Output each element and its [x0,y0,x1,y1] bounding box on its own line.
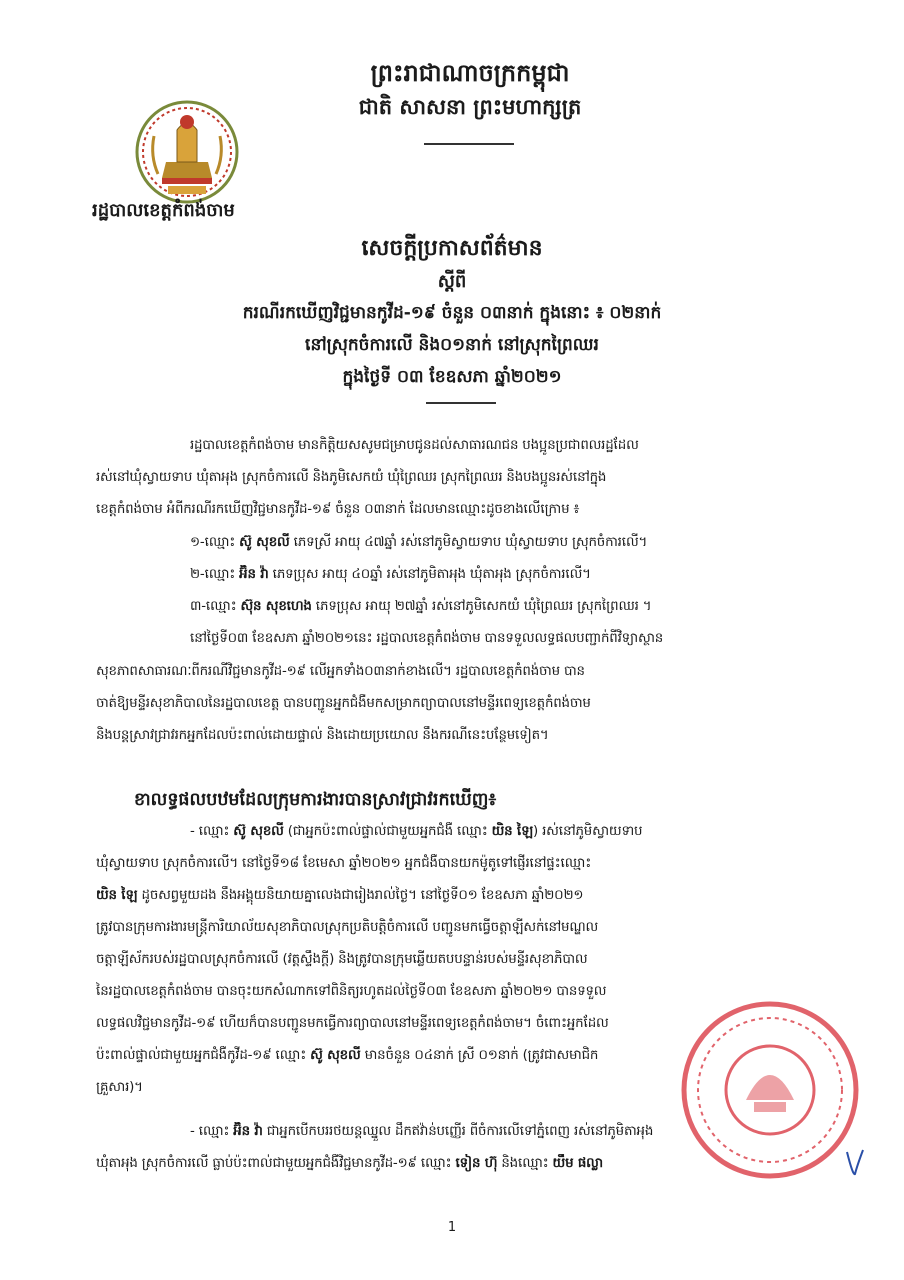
title-about: ស្តីពី [437,271,467,292]
case-name: យិន ឡៃ [491,824,534,839]
case-name: ស៊ូ សុខលី [310,1048,361,1063]
paragraph-line: សុខភាពសាធារណៈពីករណីវិជ្ជមានកូវីដ-១៩ លើអ្នកទាំង០៣នាក់ខាងលើ។ រដ្ឋបាលខេត្តកំពង់ចាម បាន [96,664,585,679]
title-subject-line-3: ក្នុងថ្ងៃទី ០៣ ខែឧសភា ឆ្នាំ២០២១ [342,367,562,387]
case-name: យឹម ផល្លា [552,1156,603,1171]
national-motto: ជាតិ សាសនា ព្រះមហាក្សត្រ [358,95,582,119]
title-subject-line-1: ករណីរកឃើញវិជ្ជមានកូវីដ-១៩ ចំនួន ០៣នាក់ ក្នុងនោះ ៖ ០២នាក់ [242,303,662,323]
person-entry [190,565,856,585]
case-name: យិន ឡៃ [96,888,138,903]
person-name: អ៊ិន វ៉ា [239,567,269,582]
case-line [96,886,856,906]
person-prefix: ១-ឈ្មោះ [190,535,240,550]
person-detail: ភេទស្រី អាយុ ៤៧ឆ្នាំ រស់នៅភូមិស្វាយទាប ឃុំស្វាយទាប ស្រុកចំការលើ។ [289,535,648,550]
case-text: មានចំនួន ០៤នាក់ ស្រី ០១នាក់ (ត្រូវជាសមាជិក [360,1048,599,1063]
case-text: ដូចសព្វមួយដង នឹងអង្គុយនិយាយគ្នាលេងជារៀងរាល់ថ្ងៃ។ នៅថ្ងៃទី០១ ខែឧសភា ឆ្នាំ២០២១ [137,888,584,903]
paragraph-line: ចាត់ឱ្យមន្ទីរសុខាភិបាលនៃរដ្ឋបាលខេត្ត បានបញ្ជូនអ្នកជំងឺមកសម្រាកព្យាបាលនៅមន្ទីរពេទ្យខេត្តកំពង់ចាម [96,696,591,711]
person-detail: ភេទប្រុស អាយុ ២៧ឆ្នាំ រស់នៅភូមិសេកយំ ឃុំព្រៃឈរ ស្រុកព្រៃឈរ ។ [311,599,652,614]
case-line: ចត្តាឡីស័ករបស់រដ្ឋបាលស្រុកចំការលើ (វត្តស្ទឹងក្តី) និងត្រូវបានក្រុមឆ្លើយតបបន្ទាន់របស់មន្ទីរសុខាភិបាល [96,952,588,967]
person-entry [190,597,856,617]
case-text: - ឈ្មោះ [190,824,234,839]
section-heading: ខាលទ្ធផលបឋមដែលក្រុមការងារបានស្រាវជ្រាវរកឃើញ៖ [134,790,497,810]
case-line [190,822,856,842]
intro-line: រស់នៅឃុំស្វាយទាប ឃុំតាអុង ស្រុកចំការលើ និងភូមិសេកយំ ឃុំព្រៃឈរ ស្រុកព្រៃឈរ និងបងប្អូនរស់នៅក្នុង [96,470,607,485]
case-line: ត្រូវបានក្រុមការងារមន្ត្រីការិយាល័យសុខាភិបាលស្រុកប្រតិបត្តិចំការលើ បញ្ជូនមកធ្វើចត្តាឡីសក់នៅមណ្ឌល [96,920,599,935]
case-line: ឃុំស្វាយទាប ស្រុកចំការលើ។ នៅថ្ងៃទី១៨ ខែមេសា ឆ្នាំ២០២១ អ្នកជំងឺបានយកម៉ូតូទៅផ្ញើរនៅផ្ទះឈ្មោះ [96,856,592,871]
case-line: លទ្ធផលវិជ្ជមានកូវីដ-១៩ ហើយក៏បានបញ្ជូនមកធ្វើការព្យាបាលនៅមន្ទីរពេទ្យខេត្តកំពង់ចាម។ ចំពោះអ្នកដែល [96,1016,609,1031]
case-name: អ៊ិន វ៉ា [233,1124,263,1139]
case-text: និងឈ្មោះ [497,1156,553,1171]
case-text: (ជាអ្នកប៉ះពាល់ផ្ទាល់ជាមួយអ្នកជំងឺ ឈ្មោះ [283,824,492,839]
ornament-divider [424,143,514,145]
person-prefix: ២-ឈ្មោះ [190,567,240,582]
case-text: ប៉ះពាល់ផ្ទាល់ជាមួយអ្នកជំងឺកូវីដ-១៩ ឈ្មោះ [96,1048,311,1063]
signature-mark-icon [843,1146,867,1180]
person-detail: ភេទប្រុស អាយុ ៤០ឆ្នាំ រស់នៅភូមិតាអុង ឃុំតាអុង ស្រុកចំការលើ។ [268,567,591,582]
case-line: គ្រួសារ)។ [96,1080,143,1095]
case-text: ជាអ្នកបើកបររថយន្តឈ្នួល ដឹកឥវ៉ាន់បញ្ញើរ ពីចំការលើទៅភ្នំពេញ រស់នៅភូមិតាអុង [262,1124,654,1139]
intro-line: ខេត្តកំពង់ចាម អំពីករណីរកឃើញវិជ្ជមានកូវីដ-១៩ ចំនួន ០៣នាក់ ដែលមានឈ្មោះដូចខាងលើក្រោម ៖ [96,502,580,517]
case-name: ស៊ូ សុខលី [233,824,284,839]
kingdom-title: ព្រះរាជាណាចក្រកម្ពុជា [370,59,570,87]
person-name: ស៊ូ សុខលី [239,535,290,550]
person-entry [190,533,856,553]
title-subject-line-2: នៅស្រុកចំការលើ និង០១នាក់ នៅស្រុកព្រៃឈរ [305,335,599,355]
ornament-divider [426,402,496,404]
person-name: ស៊ុន សុខហេង [240,599,312,614]
provincial-emblem-icon [132,96,242,206]
paragraph-line: នៅថ្ងៃទី០៣ ខែឧសភា ឆ្នាំ២០២១នេះ រដ្ឋបាលខេត្តកំពង់ចាម បានទទួលលទ្ធផលបញ្ជាក់ពីវិទ្យាស្ថាន [190,631,664,646]
case-name: ទៀន ហ៊ុ [455,1156,498,1171]
case-text: ឃុំតាអុង ស្រុកចំការលើ ធ្លាប់ប៉ះពាល់ជាមួយអ្នកជំងឺវិជ្ជមានកូវីដ-១៩ ឈ្មោះ [96,1156,456,1171]
case-text: ) រស់នៅភូមិស្វាយទាប [533,824,643,839]
paragraph-line: និងបន្តស្រាវជ្រាវរកអ្នកដែលប៉ះពាល់ដោយផ្ទាល់ និងដោយប្រយោល នឹងករណីនេះបន្ថែមទៀត។ [96,728,549,743]
provincial-administration-label: រដ្ឋបាលខេត្តកំពង់ចាម [92,200,235,221]
person-prefix: ៣-ឈ្មោះ [190,599,241,614]
intro-line: រដ្ឋបាលខេត្តកំពង់ចាម មានកិត្តិយសសូមជម្រាបជូនដល់សាធារណជន បងប្អូនប្រជាពលរដ្ឋដែល [190,438,639,453]
page-number: 1 [447,1220,457,1235]
case-text: - ឈ្មោះ [190,1124,234,1139]
document-title: សេចក្តីប្រកាសព័ត៌មាន [361,236,543,261]
case-line: នៃរដ្ឋបាលខេត្តកំពង់ចាម បានចុះយកសំណាកទៅពិនិត្យរហូតដល់ថ្ងៃទី០៣ ខែឧសភា ឆ្នាំ២០២១ បានទទួល [96,984,607,999]
